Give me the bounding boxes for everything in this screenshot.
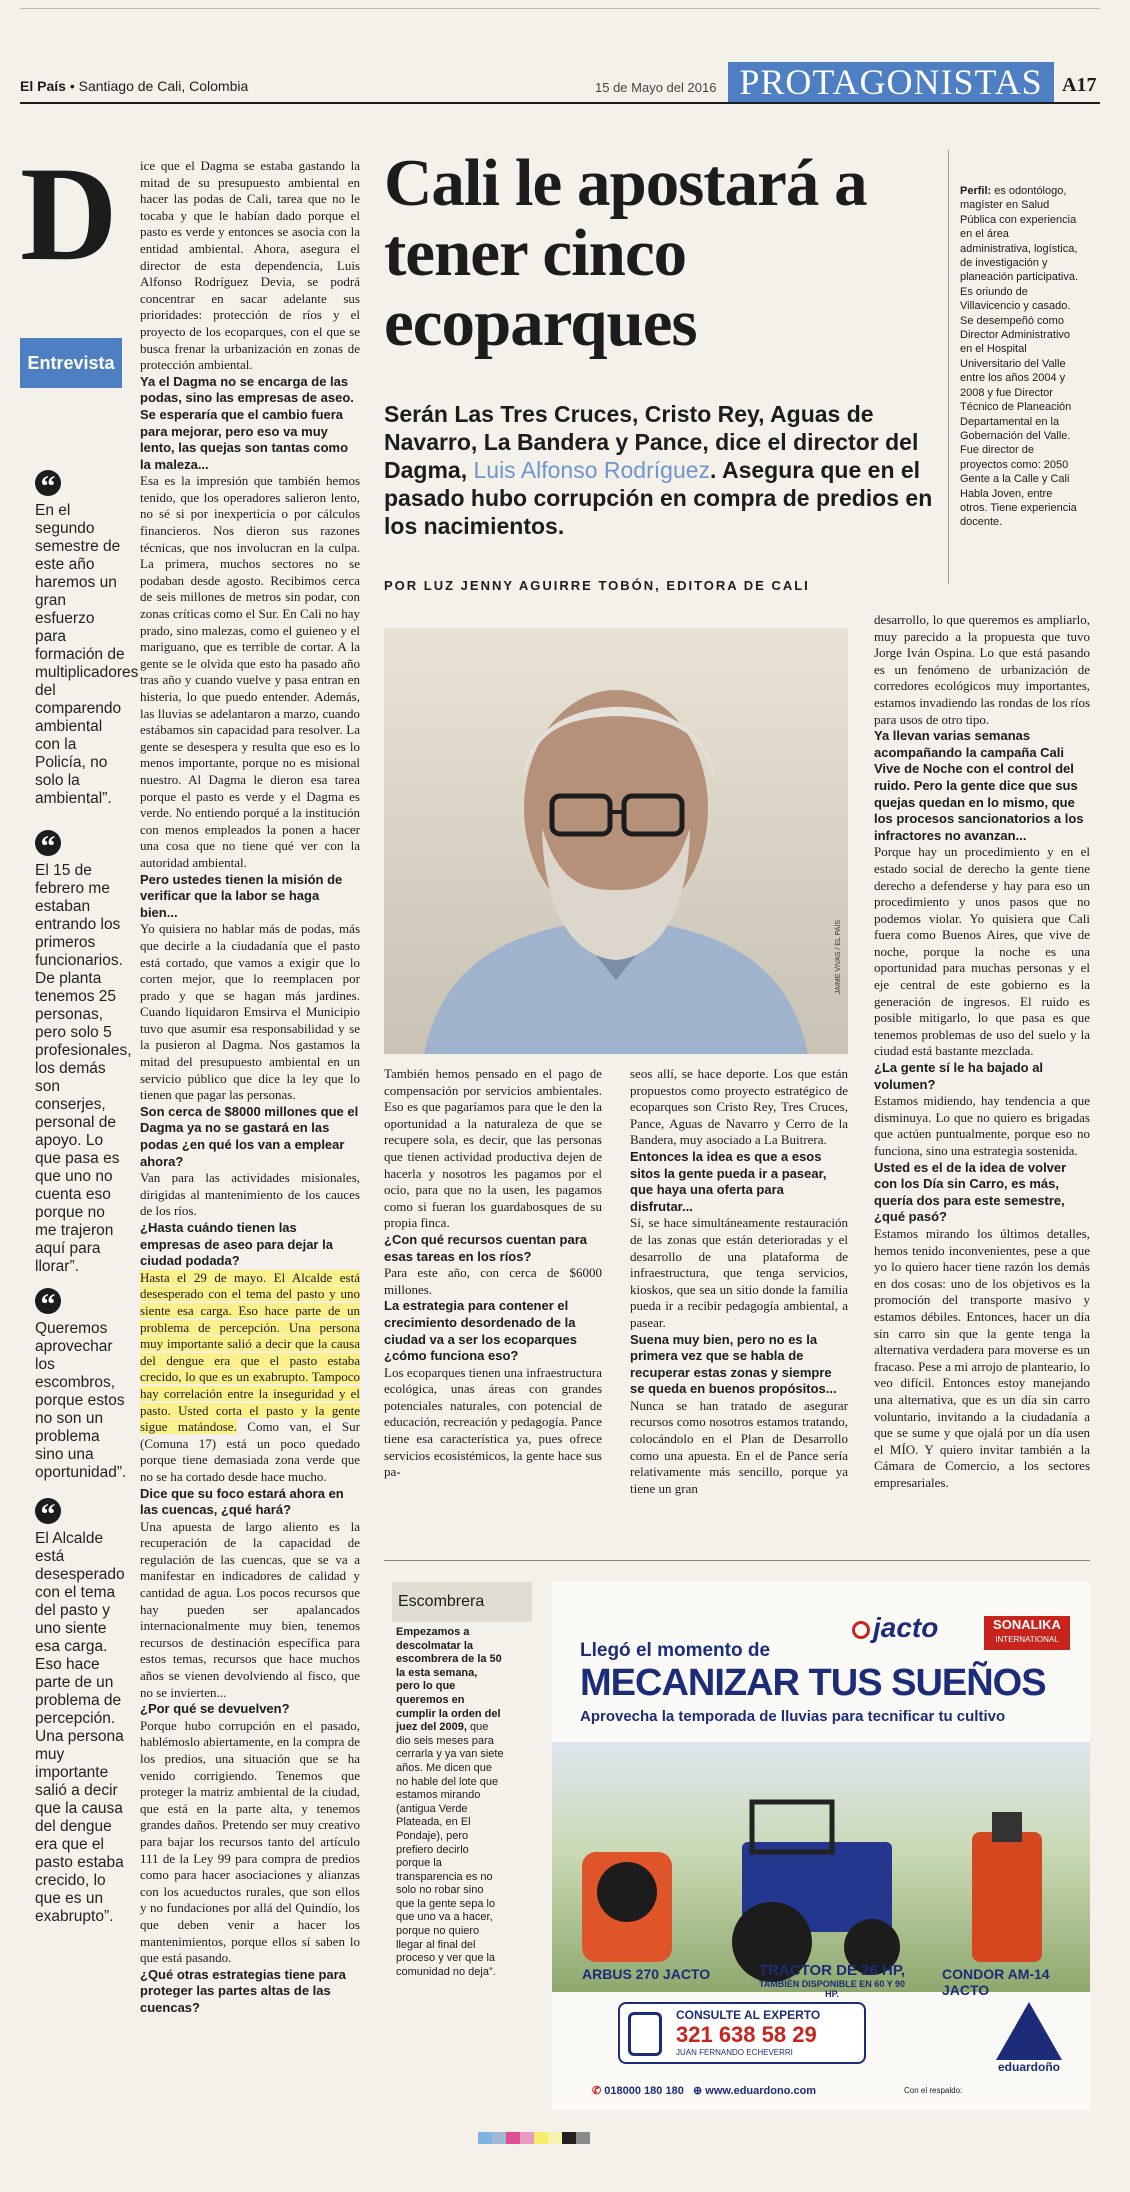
quote-mark-icon: “ (35, 1498, 61, 1524)
article-column-4 (874, 612, 1090, 1491)
backed-label: Con el respaldo: (904, 2086, 963, 2095)
answer: seos allí, se hace deporte. Los que están propuestos como proyecto estratégico de ecoparques son Cristo Rey, Tres Cruces, Pance, Aguas de Navarro y Cerro de la Bandera, muy asociado a La Buitrera. (630, 1066, 848, 1148)
machinery-illustration (552, 1742, 1090, 1992)
sidebar-bold: Empezamos a descolmatar la escombrera de la 50 la esta semana, pero lo que queremos en cumplir la orden del juez del 2009, (396, 1626, 502, 1734)
answer: Sí, se hace simultáneamente restauración de las zonas que están deterioradas y el desarrollo de una plataforma de infraestructura, que tenga servicios, kioskos, que sea un sitio donde la familia pueda ir a recibir pedagogía ambiental, a pasear. (630, 1215, 848, 1330)
question: Suena muy bien, pero no es la primera vez que se habla de recuperar estas zonas y siempre se queda en buenos propósitos... (630, 1331, 837, 1397)
intro-paragraph: ice que el Dagma se estaba gastando la mitad de su presupuesto ambiental en hacer las podas de Cali, tarea que no le tocaba y que le habían dado porque el pasto es verde y entonces se asocia con la entidad ambiental. Ahora, asegura el director de esta dependencia, Luis Alfonso Rodríguez Devia, se podrá concentrar en sacar adelante sus prioridades: protección de ríos y el proyecto de los ecoparques, con el que se busca frenar la urbanización en zonas de protección ambiental. (140, 158, 360, 373)
question: Entonces la idea es que a esos sitos la gente pueda ir a pasear, que haya una oferta para disfrutar... (630, 1148, 827, 1214)
answer: Esa es la impresión que también hemos tenido, que los operadores salieron lento, no sé si por inexperticia o por cálculos financieros. Nos dieron sus razones técnicas, que nos involucran en la culpa. La primera, muchos sectores no se podaban desde agosto. Recibimos cerca de seis millones de metros sin podar, con zonas críticas como el Sur. En Cali no hay prado, sino malezas, como el guieneo y el mariguano, que es terrible de cortar. A la gente se le olvida que esto ha pasado año tras año y cuando vuelve y pasa entran en histeria, lo que puedo entender. Además, las lluvias se adelantaron a marzo, cuando estábamos sin capacidad para resolver. La gente se desespera y resulta que eso es lo menos importante, porque no es misional nuestro. Al Dagma le dieron esa tarea porque el pasto es verde y el Dagma es verde. No entiendo porqué a la institución con menos empleados la ponen a hacer una cosa que no tiene qué ver con la autoridad ambiental. (140, 473, 360, 870)
swatch (506, 2132, 520, 2144)
perfil-text: es odontólogo, magíster en Salud Pública con experiencia en el área administrativa, logística, de investigación y planeación participativa. Es oriundo de Villavicencio y casado. Se desempeñó como Director Administrativo en el Hospital Universitario del Valle entre los años 2004 y 2008 y fue Director Técnico de Planeación Departamental en la Gobernación del Valle. Fue director de proyectos como: 2050 Gente a la Calle y Cali Habla Joven, entre otros. Tiene experiencia docente. (960, 185, 1079, 529)
product-2 (752, 1962, 912, 1999)
sidebar-title-box (392, 1582, 532, 1622)
masthead (20, 78, 248, 94)
color-calibration-bar (478, 2132, 590, 2144)
pull-quote-3 (35, 1288, 127, 1482)
swatch (548, 2132, 562, 2144)
tollfree-icon: ✆ (592, 2085, 602, 2097)
sonalika-sub: INTERNATIONAL (995, 1635, 1059, 1644)
answer: Estamos midiendo, hay tendencia a que disminuya. Lo que no quiero es brigadas que actúen puntualmente, porque eso no funciona, sino una estrategia sostenida. (874, 1093, 1090, 1158)
ad-headline-main: MECANIZAR TUS SUEÑOS (580, 1662, 1046, 1704)
question: Usted es el de la idea de volver con los Día sin Carro, es más, quería dos para este semestre, ¿qué pasó? (874, 1159, 1067, 1225)
product-1-label: ARBUS 270 JACTO (582, 1966, 711, 1982)
answer: Estamos mirando los últimos detalles, hemos tenido inconvenientes, pese a que yo lo quiero hacer tiene razón los demás en dos cosas: uno de los objetivos es la promoción del transporte masivo y estamos débiles. Entonces, hacer un día sin carro sin que la gente tenga la alternativa verdadera para moverse es un fracaso. Pese a mi arrojo de planteario, lo veo difícil. Entonces estoy manejando una alternativa, que es un día sin carro voluntario, invitando a la ciudadanía a que se sume y que ojalá por un día usen el MÍO. Y quiero invitar también a la Cámara de Comercio, a los sectores empresariales. (874, 1225, 1090, 1490)
cta-label: CONSULTE AL EXPERTO (676, 2008, 821, 2022)
portrait-photo (384, 628, 848, 1054)
header-rule (20, 102, 1100, 104)
swatch (534, 2132, 548, 2144)
perfil-divider (948, 150, 949, 584)
question: ¿Hasta cuándo tienen las empresas de aseo para dejar la ciudad podada? (140, 1220, 333, 1269)
subheadline-part: . Asegura que en el pasado hubo corrupción en compra de predios en los nacimientos. (384, 457, 933, 539)
answer: desarrollo, lo que queremos es ampliarlo, muy parecido a la propuesta que tuvo Jorge Iván Ospina. Lo que está pasando es un fenómeno de urbanización de corredores ecológicos muy importantes, estamos invadiendo las rondas de los ríos para usos de otro tipo. (874, 612, 1090, 727)
pull-quote-text: Queremos aprovechar los escombros, porque estos no son un problema sino una oportunidad”. (35, 1320, 127, 1481)
article-column-1 (140, 158, 360, 2017)
answer: Una apuesta de largo aliento es la recuperación de la capacidad de regulación de las cuencas, que se va a manifestar en indicadores de calidad y cantidad de agua. Los pocos recursos que hay pueden ser apalancados internacionalmente muy bien, tenemos recursos de destinación específica para estos temas, recursos que hace muchos años se vienen devolviendo al fisco, que no se invierten... (140, 1518, 360, 1700)
drop-cap: D (20, 140, 118, 289)
expert-contact[interactable] (618, 2002, 866, 2064)
sonalika-logo (984, 1616, 1070, 1650)
top-dotted-rule (20, 8, 1100, 9)
expert-name: JUAN FERNANDO ECHEVERRI (676, 2048, 793, 2057)
swatch (478, 2132, 492, 2144)
byline: POR LUZ JENNY AGUIRRE TOBÓN, EDITORA DE CALI (384, 578, 810, 593)
answer: Nunca se han tratado de asegurar recursos como nosotros estamos tratando, colocándolo en el Plan de Desarrollo como una apuesta. En el de Pance sería relativamente más sencillo, porque ya tiene un gran (630, 1397, 848, 1496)
photo-credit: JAIME VIVAS / EL PAÍS (835, 919, 842, 994)
question: Ya llevan varias semanas acompañando la campaña Cali Vive de Noche con el control del ruido. Pero la gente dice que sus quejas quedan en lo mismo, que los procesos sancionatorios a los infractores no avanzan... (874, 728, 1084, 843)
article-column-3 (630, 1066, 848, 1497)
sidebar-title: Escombrera (398, 1593, 485, 1610)
advertisement[interactable] (552, 1582, 1090, 2110)
pull-quote-text: El 15 de febrero me estaban entrando los primeros funcionarios. De planta tenemos 25 personas, pero solo 5 profesionales, los demás son conserjes, personal de apoyo. Lo que pasa es que uno no cuenta eso porque no me trajeron aquí para llorar”. (35, 862, 132, 1275)
question: ¿Qué otras estrategias tiene para proteger las partes altas de las cuencas? (140, 1966, 346, 2015)
pull-quote-2 (35, 830, 132, 1276)
question: ¿La gente sí le ha bajado al volumen? (874, 1060, 1044, 1092)
answer: Porque hay un procedimiento y en el estado social de derecho la gente tiene derecho a defenderse y hay para eso un procedimiento y unos pasos que no podemos violar. Yo quisiera que Cali fuera como Buenos Aires, que vive de noche, porque la noche es una oportunidad para muchas personas y el eje central de este gobierno es la generación de ingresos. El ruido es posible mitigarlo, lo que pasa es que tenemos problemas de uso del suelo y la ciudad está bastante mezclada. (874, 844, 1090, 1059)
sonalika-label: SONALIKA (993, 1617, 1061, 1632)
question: La estrategia para contener el crecimiento desordenado de la ciudad va a ser los ecoparques ¿cómo funciona eso? (384, 1298, 577, 1364)
pull-quote-text: En el segundo semestre de este año haremos un gran esfuerzo para formación de multiplicadores del comparendo ambiental con la Policía, no solo la ambiental”. (35, 502, 139, 807)
question: ¿Por qué se devuelven? (140, 1701, 290, 1717)
quote-mark-icon: “ (35, 830, 61, 856)
ad-field-photo (552, 1742, 1090, 1992)
section-tag-label: Entrevista (27, 353, 115, 373)
perfil-label: Perfil: (960, 185, 992, 197)
answer: También hemos pensado en el pago de compensación por servicios ambientales. Eso es que pagaríamos para que le den la oportunidad a la naturaleza de que se recupere sola, es decir, que las personas que tienen actividad productiva dejen de hacerla y nosotros les pagamos por el ocio, para que no la usen, les pagamos como si fueran los guardabosques de su propia finca. (384, 1066, 602, 1231)
sidebar-body: que dio seis meses para cerrarla y ya van siete años. Me dicen que no hable del lote que estamos mirando (antigua Verde Plateada, en El Pondaje), pero prefiero decirlo porque la transparencia es no solo no robar sino que la gente sepa lo que uno va a hacer, porque no quiero llegar al final del proceso y ver que la comunidad no deja”. (396, 1721, 504, 1978)
swatch (576, 2132, 590, 2144)
quote-mark-icon: “ (35, 470, 61, 496)
subheadline-part: Serán Las Tres Cruces, Cristo Rey, Aguas de Navarro, La Bandera y Pance, dice el director del Dagma, (384, 401, 919, 483)
section-title: PROTAGONISTAS (739, 62, 1043, 102)
portrait-illustration (384, 628, 848, 1054)
website[interactable]: www.eduardono.com (705, 2085, 817, 2097)
pull-quote-4 (35, 1498, 127, 1926)
answer-rest: Como van, el Sur (Comuna 17) está un poco quedado porque tiene demasiada zona verde que no se ha cortado desde hace mucho. (140, 1419, 360, 1484)
jacto-mark-icon (852, 1621, 870, 1639)
answer: Porque hubo corrupción en el pasado, hablémoslo abiertamente, en la compra de los predios, una situación que se ha venido corrigiendo. Tenemos que proteger la matriz ambiental de la ciudad, que está en la parte alta, y tenemos grandes daños. Pretendo ser muy creativo para bajar los recursos tanto del artículo 111 de la Ley 99 para compra de predios como para hacer asociaciones y alianzas con los acueductos rurales, que son ellos y no fundaciones por allá del Quindío, los que deben venir a hacer los mantenimientos, porque ellos sí saben lo que está pasando. (140, 1717, 360, 1966)
question: Son cerca de $8000 millones que el Dagma ya no se gastará en las podas ¿en qué los van a emplear ahora? (140, 1103, 359, 1169)
eduardono-triangle-icon (996, 2002, 1062, 2060)
pull-quote-1 (35, 470, 139, 808)
ad-rule (384, 1560, 1090, 1561)
subheadline (384, 400, 944, 540)
eduardono-label: eduardoño (998, 2060, 1060, 2074)
product-2-sub: TAMBIÉN DISPONIBLE EN 60 Y 90 HP. (758, 1979, 906, 1999)
sidebar-text (396, 1626, 504, 1979)
question: Ya el Dagma no se encarga de las podas, sino las empresas de aseo. Se esperaría que el cambio fuera para mejorar, pero eso va muy lento, las quejas son tantas como la maleza... (140, 373, 354, 472)
page-number: A17 (1062, 74, 1097, 96)
paper-name: El País (20, 78, 66, 94)
expert-phone: 321 638 58 29 (676, 2022, 817, 2047)
answer: Yo quisiera no hablar más de podas, más que decirle a la ciudadanía que el pasto está cortado, que vamos a exigir que lo corten mejor, que lo reemplacen por prado y que se hagan más jardines. Cuando liquidaron Emsirva el Municipio tuvo que asumir esa responsabilidad y se la pusieron al Dagma. Nos gastamos la mitad del presupuesto ambiental en un servicio público que dice la ley que lo tienen que pagar las personas. (140, 921, 360, 1103)
eduardono-logo (996, 2002, 1062, 2086)
ad-tagline: Aprovecha la temporada de lluvias para tecnificar tu cultivo (580, 1708, 1006, 1725)
jacto-logo (852, 1612, 938, 1644)
quote-mark-icon: “ (35, 1288, 61, 1314)
section-banner (728, 62, 1054, 102)
product-2-label: TRACTOR DE 26 HP, (758, 1962, 906, 1979)
jacto-label: jacto (873, 1612, 939, 1643)
answer: Van para las actividades misionales, dirigidas al mantenimiento de los cauces de los ríos. (140, 1170, 360, 1219)
answer: Para este año, con cerca de $6000 millones. (384, 1265, 602, 1297)
question: Pero ustedes tienen la misión de verificar que la labor se haga bien... (140, 871, 343, 920)
phone-icon (628, 2012, 662, 2056)
product-3-label: CONDOR AM-14 JACTO (942, 1966, 1050, 1998)
headline: Cali le apostará a tener cinco ecoparques (384, 146, 867, 360)
perfil-box (960, 184, 1082, 530)
city: Santiago de Cali, Colombia (78, 78, 249, 94)
pull-quote-text: El Alcalde está desesperado con el tema del pasto y uno siente esa carga. Eso hace parte de un problema de percepción. Una persona muy importante salió a decir que la causa del dengue era que el pasto estaba crecido, lo que es un exabrupto”. (35, 1530, 125, 1925)
highlighted-text: Hasta el 29 de mayo. El Alcalde está desesperado con el tema del pasto y uno siente esa carga. Eso hace parte de un problema de percepción. Una persona muy importante salió a decir que la causa del dengue era que el pasto estaba crecido, lo que es un exabrupto. Tampoco hay correlación entre la inseguridad y el pasto. Usted corta el pasto y la gente sigue matándose. (140, 1269, 360, 1435)
swatch (562, 2132, 576, 2144)
answer (140, 1270, 360, 1486)
section-tag (20, 338, 122, 388)
issue-date: 15 de Mayo del 2016 (595, 80, 717, 95)
footer-contacts (592, 2084, 816, 2097)
question: ¿Con qué recursos cuentan para esas tareas en los ríos? (384, 1231, 587, 1264)
web-icon: ⊕ (692, 2085, 703, 2097)
swatch (520, 2132, 534, 2144)
swatch (492, 2132, 506, 2144)
answer: Los ecoparques tienen una infraestructura ecológica, unas áreas con grandes potenciales naturales, con potencial de educación, recreación y pedagogía. Pance tiene esa característica ya, pues ofrece servicios ecosistémicos, la gente hace sus pa- (384, 1364, 602, 1480)
question: Dice que su foco estará ahora en las cuencas, ¿qué hará? (140, 1485, 344, 1518)
ad-headline-top: Llegó el momento de (580, 1640, 771, 1661)
subheadline-name: Luis Alfonso Rodríguez (473, 457, 711, 483)
bullet: • (69, 78, 75, 94)
article-column-2 (384, 1066, 602, 1481)
tollfree-number: 018000 180 180 (604, 2085, 684, 2097)
